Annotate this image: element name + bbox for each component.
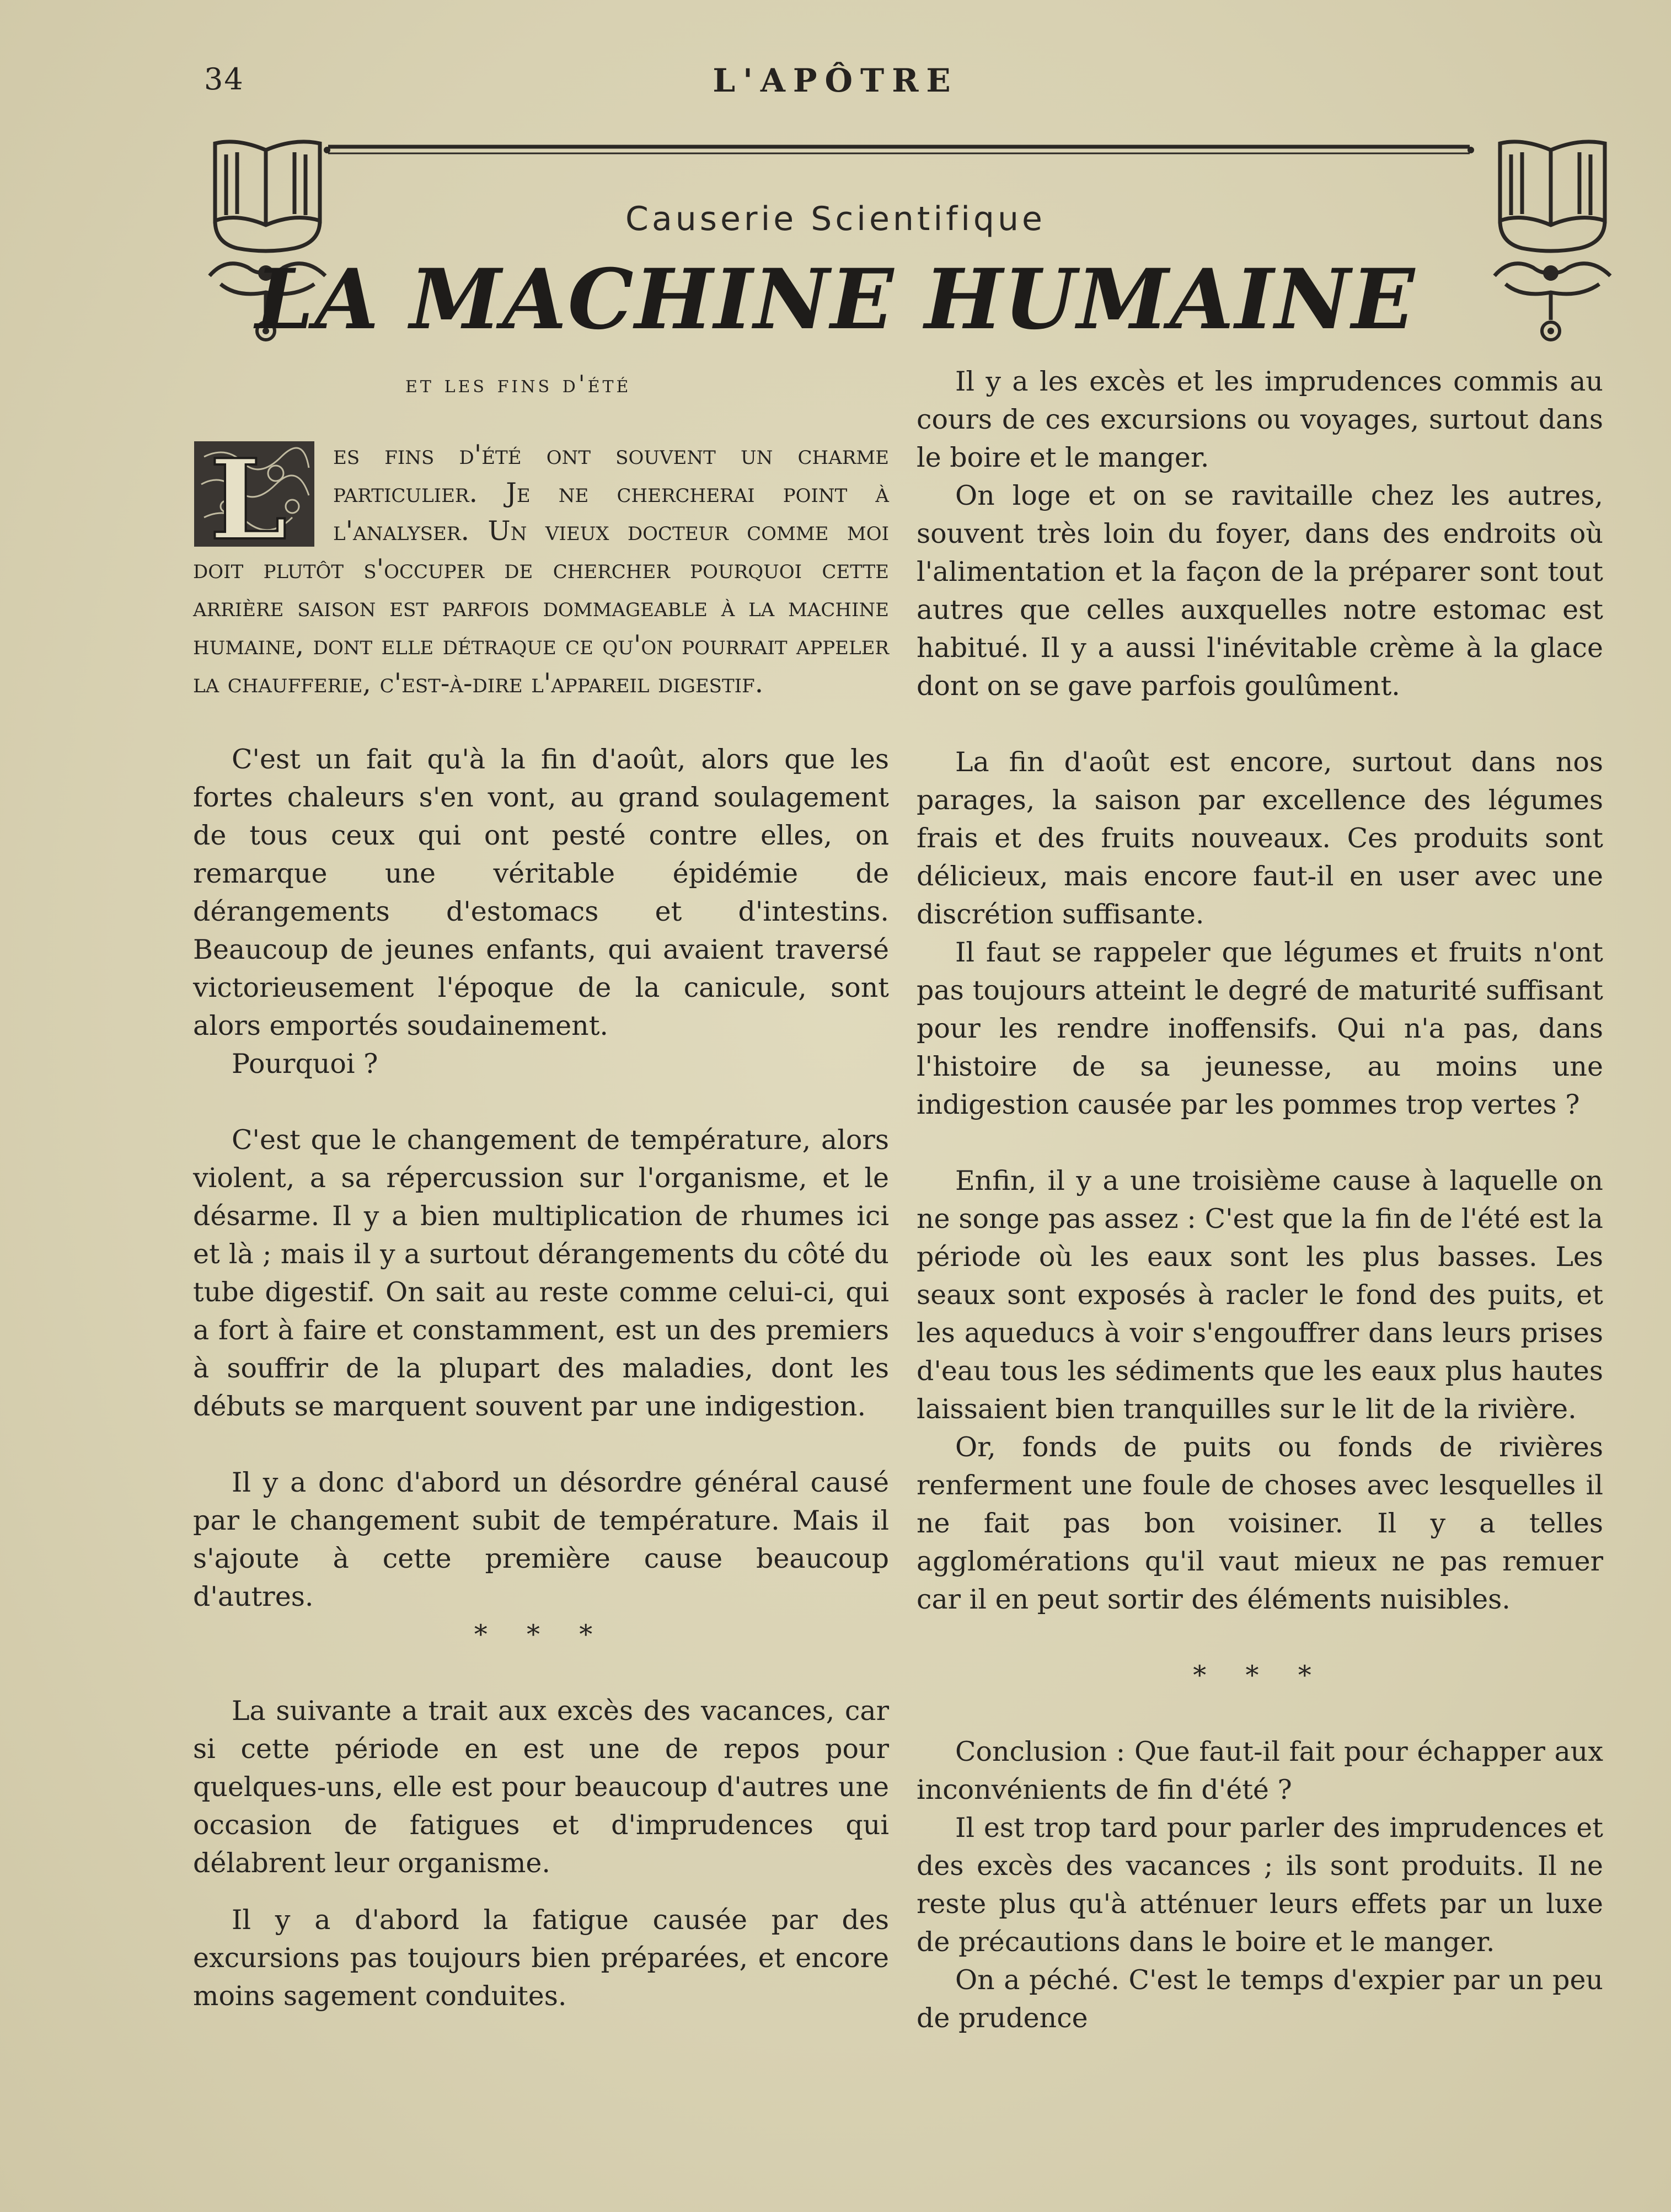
paragraph: Or, fonds de puits ou fonds de rivières renferment une foule de choses avec lesquelles il ne fait pas bon voisiner. Il y a telles agglomérations qu'il vaut mieux ne pas remuer car il en peut sortir des éléments nuisibles. <box>917 1431 1603 1615</box>
spacer <box>193 1882 889 1901</box>
paragraph: Il est trop tard pour parler des imprudences et des excès des vacances ; ils sont produits. Il ne reste plus qu'à atténuer leurs effets par un luxe de précautions dans le boire et le manger. <box>917 1812 1603 1958</box>
spacer <box>193 1425 889 1463</box>
section-break-stars: * * * <box>474 1619 608 1650</box>
right-column <box>917 362 1603 2037</box>
paragraph: Il y a donc d'abord un désordre général causé par le changement subit de température. Mais il s'ajoute à cette première cause beaucoup d'autres. <box>193 1467 889 1612</box>
paragraph: Il faut se rappeler que légumes et fruits n'ont pas toujours atteint le degré de maturité suffisant pour les rendre inoffensifs. Qui n'a pas, dans l'histoire de sa jeunesse, au moins une indigestion causée par les pommes trop vertes ? <box>917 937 1603 1120</box>
spacer <box>193 1083 889 1121</box>
paragraph: On a péché. C'est le temps d'expier par un peu de prudence <box>917 1964 1603 2034</box>
paragraph: On loge et on se ravitaille chez les autres, souvent très loin du foyer, dans des endroits où l'alimentation et la façon de la préparer sont tout autres que celles auxquelles notre estomac est habitué. Il y a aussi l'inévitable crème à la glace dont on se gave parfois goulûment. <box>917 480 1603 702</box>
paragraph-text: es fins d'été ont souvent un charme particulier. Je ne chercherai point à l'analyser. Un vieux docteur comme moi doit plutôt s'occuper de chercher pourquoi cette arrière saison est parfois dommageable à la machine humaine, dont elle détraque ce qu'on pourrait appeler la chaufferie, c'est-à-dire l'appareil digestif. <box>193 439 889 699</box>
paragraph: Enfin, il y a une troisième cause à laquelle on ne songe pas assez : C'est que la fin de l'été est la période où les eaux sont les plus basses. Les seaux sont exposés à racler le fond des puits, et les aqueducs à voir s'engouffrer dans leurs prises d'eau tous les sédiments que les eaux plus hautes laissaient bien tranquilles sur le lit de la rivière. <box>917 1165 1603 1425</box>
spacer <box>917 1124 1603 1162</box>
left-column <box>193 436 889 2015</box>
article-subtitle: et les fins d'été <box>405 371 631 398</box>
paragraph: Il y a les excès et les imprudences commis au cours de ces excursions ou voyages, surtout dans le boire et le manger. <box>917 366 1603 473</box>
page-number: 34 <box>204 62 244 97</box>
spacer <box>193 702 889 740</box>
paragraph: La fin d'août est encore, surtout dans nos parages, la saison par excellence des légumes frais et des fruits nouveaux. Ces produits sont délicieux, mais encore faut-il en user avec une discrétion suffisante. <box>917 746 1603 930</box>
paragraph: C'est un fait qu'à la fin d'août, alors que les fortes chaleurs s'en vont, au grand soulagement de tous ceux qui ont pesté contre elles, on remarque une véritable épidémie de dérangements d'estomacs et d'intestins. Beaucoup de jeunes enfants, qui avaient traversé victorieusement l'époque de la canicule, sont alors emportés soudainement. <box>193 744 889 1041</box>
banner-rule-ornament <box>323 142 1475 159</box>
paragraph: La suivante a trait aux excès des vacances, car si cette période en est une de repos pour quelques-uns, elle est pour beaucoup d'autres une occasion de fatigues et d'imprudences qui délabrent leur organisme. <box>193 1695 889 1879</box>
drop-cap-letter <box>193 440 315 548</box>
paragraph: Conclusion : Que faut-il fait pour échapper aux inconvénients de fin d'été ? <box>917 1736 1603 1805</box>
paragraph: Pourquoi ? <box>232 1048 378 1080</box>
running-head: L'APÔTRE <box>713 62 958 99</box>
paragraph: Il y a d'abord la fatigue causée par des excursions pas toujours bien préparées, et encore moins sagement conduites. <box>193 1904 889 2012</box>
article-title: LA MACHINE HUMAINE <box>255 251 1416 348</box>
drop-cap-glyph: L <box>210 440 287 548</box>
spacer <box>917 1618 1603 1657</box>
spacer <box>917 705 1603 743</box>
spacer <box>917 1695 1603 1733</box>
section-title: Causerie Scientifique <box>625 200 1046 238</box>
section-break-stars: * * * <box>1193 1660 1327 1691</box>
spacer <box>193 1654 889 1692</box>
paragraph: C'est que le changement de température, alors violent, a sa répercussion sur l'organisme, et le désarme. Il y a bien multiplication de rhumes ici et là ; mais il y a surtout dérangements du côté du tube digestif. On sait au reste comme celui-ci, qui a fort à faire et constamment, est un des premiers à souffrir de la plupart des maladies, dont les débuts se marquent souvent par une indigestion. <box>193 1124 889 1422</box>
